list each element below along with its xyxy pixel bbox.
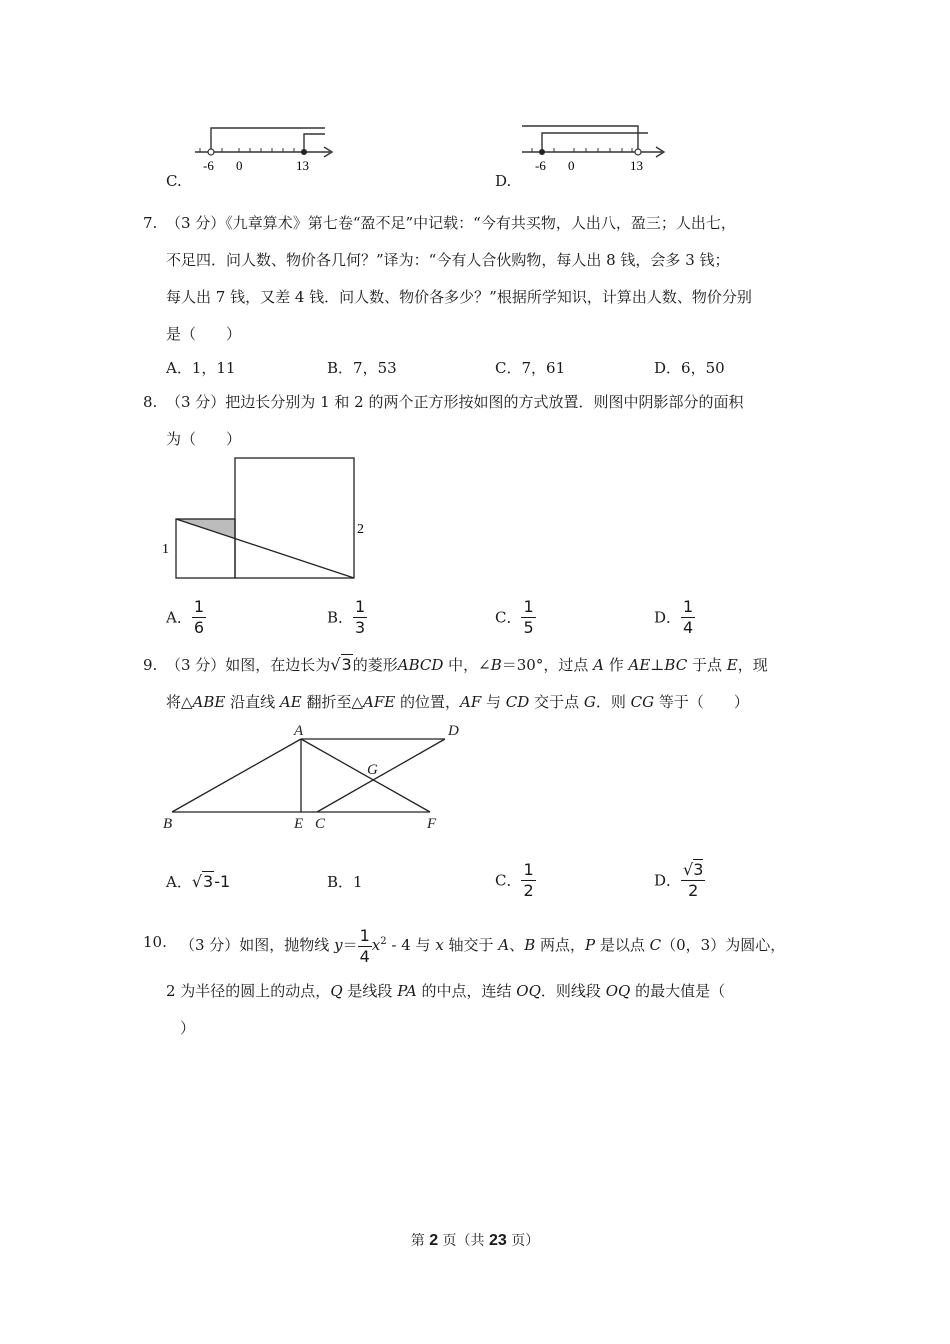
q9-option-b: B．1: [327, 873, 363, 891]
question-8-number: 8.: [143, 393, 158, 411]
tick-label: 0: [568, 158, 575, 173]
q9-option-d: D． $\frac{√3}{2}$: [654, 860, 704, 900]
q9-line-2: 将△ABE 沿直线 AE 翻折至△AFE 的位置，AF 与 CD 交于点 G．则 CG 等于（ ）: [166, 693, 749, 711]
q7-line-3: 每人出 7 钱，又差 4 钱．问人数、物价各多少？”根据所学知识，计算出人数、物价分别: [166, 288, 752, 306]
question-7-number: 7.: [143, 214, 158, 232]
q8-option-d: D． $\frac{1}{4}$: [654, 597, 694, 637]
q9-line-1: （3 分）如图，在边长为√3的菱形ABCD 中，∠B＝30°，过点 A 作 AE⊥BC 于点 E，现: [166, 655, 768, 674]
point-label-g: G: [367, 762, 378, 778]
q7-line-2: 不足四．问人数、物价各几何？”译为：“今有人合伙购物，每人出 8 钱，会多 3 钱；: [166, 251, 730, 269]
option-c-label: C.: [166, 172, 182, 190]
q8-line-2: 为（ ）: [166, 430, 242, 448]
tick-label: -6: [535, 158, 546, 173]
open-point-13: [635, 149, 641, 155]
question-10-number: 10.: [143, 933, 167, 951]
q7-option-b: B．7，53: [327, 359, 397, 377]
point-label-d: D: [448, 723, 459, 739]
option-d-label: D.: [495, 172, 512, 190]
tick-label: 13: [296, 158, 309, 173]
open-point-minus6: [208, 149, 214, 155]
tick-label: 0: [236, 158, 243, 173]
point-label-f: F: [427, 816, 437, 832]
q10-line-1: （3 分）如图，抛物线 y＝ $\frac{1}{4}$ $x^2 - 4$ 与 x 轴交于 A、B 两点，P 是以点 C（0，3）为圆心，: [180, 925, 786, 966]
point-label-e: E: [294, 816, 304, 832]
number-line-c: [195, 120, 345, 180]
q9-option-c: C． $\frac{1}{2}$: [495, 860, 534, 900]
point-label-a: A: [294, 723, 304, 739]
question-9-number: 9.: [143, 656, 158, 674]
current-page: 2: [429, 1232, 439, 1249]
q7-option-c: C．7，61: [495, 359, 566, 377]
side-label-small: 1: [162, 542, 169, 557]
q7-option-d: D．6，50: [654, 359, 725, 377]
q8-squares-figure: [158, 452, 373, 587]
q8-line-1: （3 分）把边长分别为 1 和 2 的两个正方形按如图的方式放置．则图中阴影部分的面积: [166, 393, 744, 411]
q7-option-a: A．1，11: [166, 359, 236, 377]
q10-line-3: ）: [180, 1019, 196, 1037]
q8-option-a: A． $\frac{1}{6}$: [166, 597, 205, 637]
tick-label: 13: [630, 158, 643, 173]
q9-option-a: A．√3-1: [166, 872, 231, 891]
big-square: [235, 458, 354, 578]
point-label-b: B: [163, 816, 173, 832]
diagonal-line: [176, 519, 354, 578]
q8-option-c: C． $\frac{1}{5}$: [495, 597, 534, 637]
q10-line-2: 2 为半径的圆上的动点，Q 是线段 PA 的中点，连结 OQ．则线段 OQ 的最大值是（: [166, 982, 726, 1000]
page-footer: 第 2 页（共 23 页）: [410, 1232, 540, 1249]
q8-option-b: B． $\frac{1}{3}$: [327, 597, 366, 637]
total-pages: 23: [489, 1232, 507, 1249]
filled-point-13: [301, 149, 307, 155]
point-label-c: C: [315, 816, 326, 832]
q9-rhombus-figure: [155, 718, 475, 833]
q7-line-4: 是（ ）: [166, 325, 242, 343]
filled-point-minus6: [539, 149, 545, 155]
q7-line-1: （3 分）《九章算术》第七卷“盈不足”中记载：“今有共买物，人出八，盈三；人出七，: [166, 214, 736, 232]
number-line-d: [522, 120, 677, 180]
sqrt-3: √3: [330, 655, 352, 674]
tick-label: -6: [203, 158, 214, 173]
side-label-big: 2: [357, 522, 364, 537]
